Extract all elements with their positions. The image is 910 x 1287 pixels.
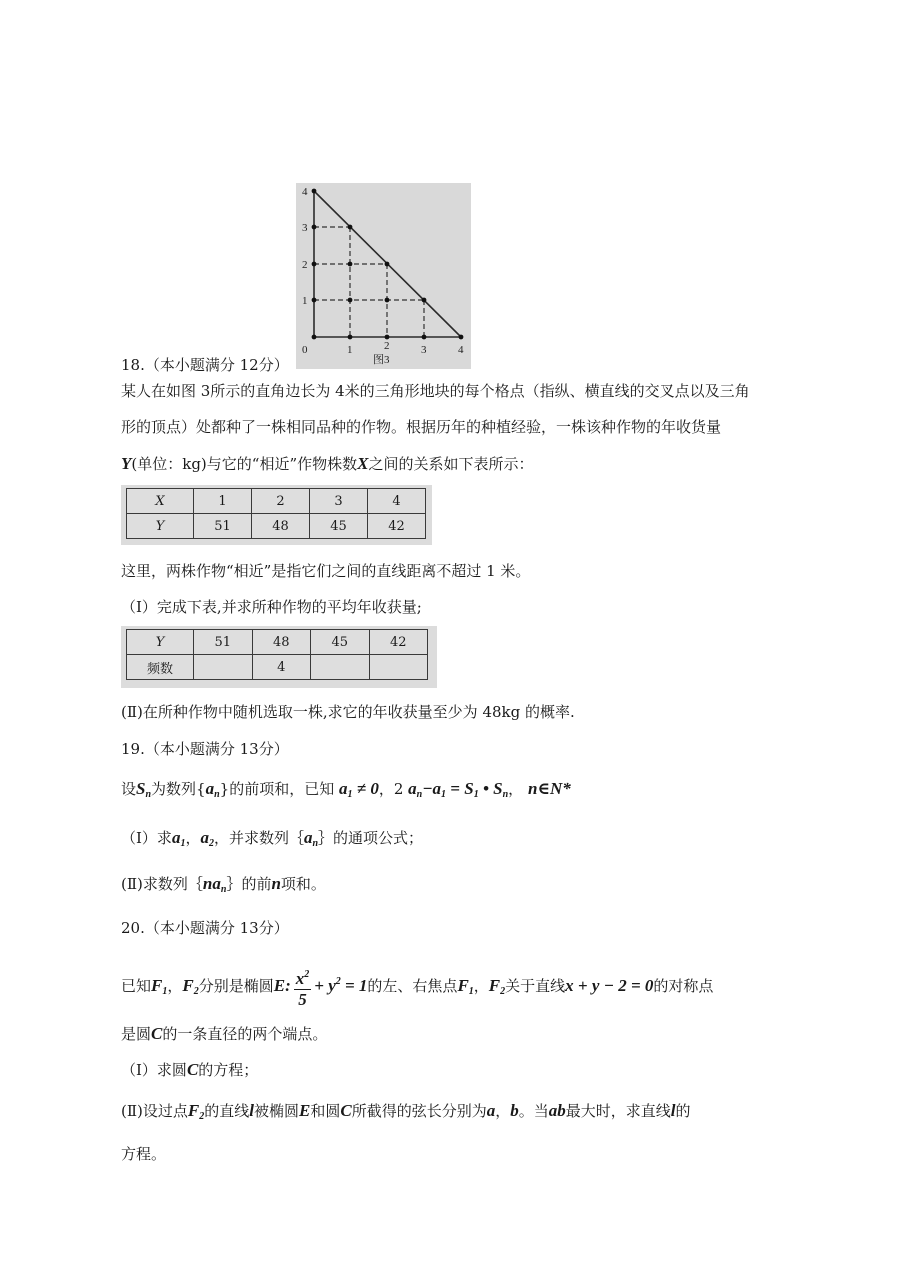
q20-text: 被椭圆 bbox=[254, 1102, 300, 1120]
var-x: X bbox=[357, 454, 369, 473]
q20-text: 已知 bbox=[121, 977, 152, 995]
table-cell: 48 bbox=[252, 630, 311, 655]
q20-text: 。当 bbox=[518, 1102, 549, 1120]
table-cell bbox=[311, 655, 370, 680]
condition-formula: $a_1 \ne 0$ bbox=[338, 779, 379, 800]
q20-text: 的直线 bbox=[204, 1102, 250, 1120]
grid-triangle-diagram bbox=[296, 183, 471, 369]
figure-caption: 图3 bbox=[373, 354, 390, 366]
table-cell bbox=[194, 655, 253, 680]
q20-line-1: 已知$F_1$，$F_2$分别是椭圆E: $\frac{x^2}{5}$ + $y^2 = 1$的左、右焦点$F_1$，$F_2$关于直线x + y − 2 = 0的对称点 bbox=[121, 958, 713, 1006]
table-cell: 51 bbox=[194, 514, 252, 539]
recurrence-formula: $a_n-a_1 = S_1$ • $S_n$ bbox=[408, 779, 509, 800]
x-tick-2: 2 bbox=[384, 340, 390, 352]
q19-text: 项和。 bbox=[280, 875, 326, 893]
y-tick-3: 3 bbox=[302, 222, 308, 234]
x-tick-4: 4 bbox=[458, 344, 464, 356]
ellipse-equation: E: $\frac{x^2}{5}$ + $y^2 = 1$ bbox=[274, 976, 368, 995]
q20-text: 的左、右焦点 bbox=[367, 977, 458, 995]
q20-part-1: （Ⅰ）求圆C的方程； bbox=[121, 1060, 259, 1079]
q20-line-2: 是圆C的一条直径的两个端点。 bbox=[121, 1024, 328, 1043]
table-cell: Y bbox=[127, 630, 194, 655]
q19-text: ，并求数列｛ bbox=[213, 829, 304, 847]
q20-text: 的 bbox=[675, 1102, 691, 1120]
q20-text: ， bbox=[473, 977, 489, 995]
origin-tick: 0 bbox=[302, 344, 308, 356]
table-cell: 4 bbox=[368, 489, 426, 514]
table-cell: 51 bbox=[194, 630, 253, 655]
table-row bbox=[127, 630, 428, 655]
q19-text: ， bbox=[508, 780, 524, 798]
q18-part-2: (Ⅱ)在所种作物中随机选取一株,求它的年收获量至少为 48kg 的概率. bbox=[121, 703, 575, 721]
table-cell: 48 bbox=[252, 514, 310, 539]
q20-text: (Ⅱ)设过点 bbox=[121, 1102, 188, 1120]
q18-part-1: （Ⅰ）完成下表,并求所种作物的平均年收获量; bbox=[121, 598, 422, 616]
var-y: Y bbox=[121, 454, 132, 473]
table-cell: 4 bbox=[252, 655, 311, 680]
q20-text: 的方程； bbox=[198, 1061, 259, 1079]
q19-part-1: （Ⅰ）求$a_1$，$a_2$，并求数列$\{a_n\}$的通项公式； bbox=[121, 828, 424, 849]
q20-text: 所截得的弦长分别为 bbox=[351, 1102, 487, 1120]
q20-text: 关于直线 bbox=[505, 977, 566, 995]
frequency-table bbox=[126, 629, 428, 680]
q20-text: 是圆 bbox=[121, 1025, 152, 1043]
q20-text: 分别是椭圆 bbox=[198, 977, 274, 995]
q18-line-3 bbox=[121, 453, 533, 475]
q20-heading: 20.（本小题满分 13分） bbox=[121, 919, 289, 937]
x-tick-3: 3 bbox=[421, 344, 427, 356]
table-row bbox=[127, 514, 426, 539]
q19-text: (Ⅱ)求数列｛ bbox=[121, 875, 203, 893]
frequency-table-scan bbox=[121, 626, 437, 688]
q20-line-3: 方程。 bbox=[121, 1145, 167, 1163]
q20-text: 的一条直径的两个端点。 bbox=[162, 1025, 328, 1043]
q20-part-2: (Ⅱ)设过点$F_2$的直线l被椭圆E和圆C所截得的弦长分别为a，b。当ab最大时，求直线l的 bbox=[121, 1101, 691, 1122]
table-cell: 42 bbox=[369, 630, 428, 655]
q19-text: （Ⅰ）求 bbox=[121, 829, 172, 847]
table-cell: X bbox=[127, 489, 194, 514]
y-tick-1: 1 bbox=[302, 295, 308, 307]
q19-text: 设 bbox=[121, 780, 137, 798]
x-tick-1: 1 bbox=[347, 344, 353, 356]
q18-line-2: 形的顶点）处都种了一株相同品种的作物。根据历年的种植经验，一株该种作物的年收货量 bbox=[121, 418, 722, 436]
table-row bbox=[127, 489, 426, 514]
table-cell: 3 bbox=[310, 489, 368, 514]
table-cell: 频数 bbox=[127, 655, 194, 680]
line-equation: x + y − 2 = 0 bbox=[565, 976, 654, 995]
q20-text: 和圆 bbox=[310, 1102, 341, 1120]
q18-line-3-text-b: 之间的关系如下表所示： bbox=[368, 455, 534, 473]
q18-line-1: 某人在如图 3所示的直角边长为 4米的三角形地块的每个格点（指纵、横直线的交叉点以及三角 bbox=[121, 382, 750, 400]
table-cell: Y bbox=[127, 514, 194, 539]
q20-text: ， bbox=[495, 1102, 511, 1120]
table-cell: 42 bbox=[368, 514, 426, 539]
q19-part-2: (Ⅱ)求数列$\{na_n\}$的前n项和。 bbox=[121, 874, 326, 895]
q19-text: 为数列{ bbox=[151, 780, 206, 798]
q20-text: （Ⅰ）求圆 bbox=[121, 1061, 187, 1079]
table-row bbox=[127, 655, 428, 680]
q20-text: ， bbox=[167, 977, 183, 995]
figure-3 bbox=[296, 183, 471, 369]
y-tick-2: 2 bbox=[302, 259, 308, 271]
q19-heading: 19.（本小题满分 13分） bbox=[121, 740, 289, 758]
q19-text: ，2 bbox=[378, 780, 404, 798]
q19-text: ｝的前 bbox=[226, 875, 272, 893]
xy-table bbox=[126, 488, 426, 539]
q19-line-1: 设$S_n$为数列$\{a_n\}$的前项和，已知 $a_1 \ne 0$，2 $a_n-a_1 = S_1$ • $S_n$， n∈N* bbox=[121, 779, 571, 800]
xy-table-scan bbox=[121, 485, 432, 545]
table-cell: 2 bbox=[252, 489, 310, 514]
q18-heading: 18.（本小题满分 12分） bbox=[121, 356, 289, 374]
q20-text: 最大时，求直线 bbox=[565, 1102, 671, 1120]
table-cell: 45 bbox=[310, 514, 368, 539]
q18-line-3-text-a: (单位：kg)与它的“相近”作物株数 bbox=[131, 455, 358, 473]
q20-text: 的对称点 bbox=[653, 977, 714, 995]
q19-text: ， bbox=[185, 829, 201, 847]
table-cell: 45 bbox=[311, 630, 370, 655]
y-tick-4: 4 bbox=[302, 186, 308, 198]
q18-note: 这里，两株作物“相近”是指它们之间的直线距离不超过 1 米。 bbox=[121, 562, 531, 580]
q19-text: }的前项和，已知 bbox=[219, 780, 335, 798]
table-cell bbox=[369, 655, 428, 680]
n-in-naturals: n∈N* bbox=[527, 779, 571, 798]
table-cell: 1 bbox=[194, 489, 252, 514]
q19-text: ｝的通项公式； bbox=[318, 829, 424, 847]
